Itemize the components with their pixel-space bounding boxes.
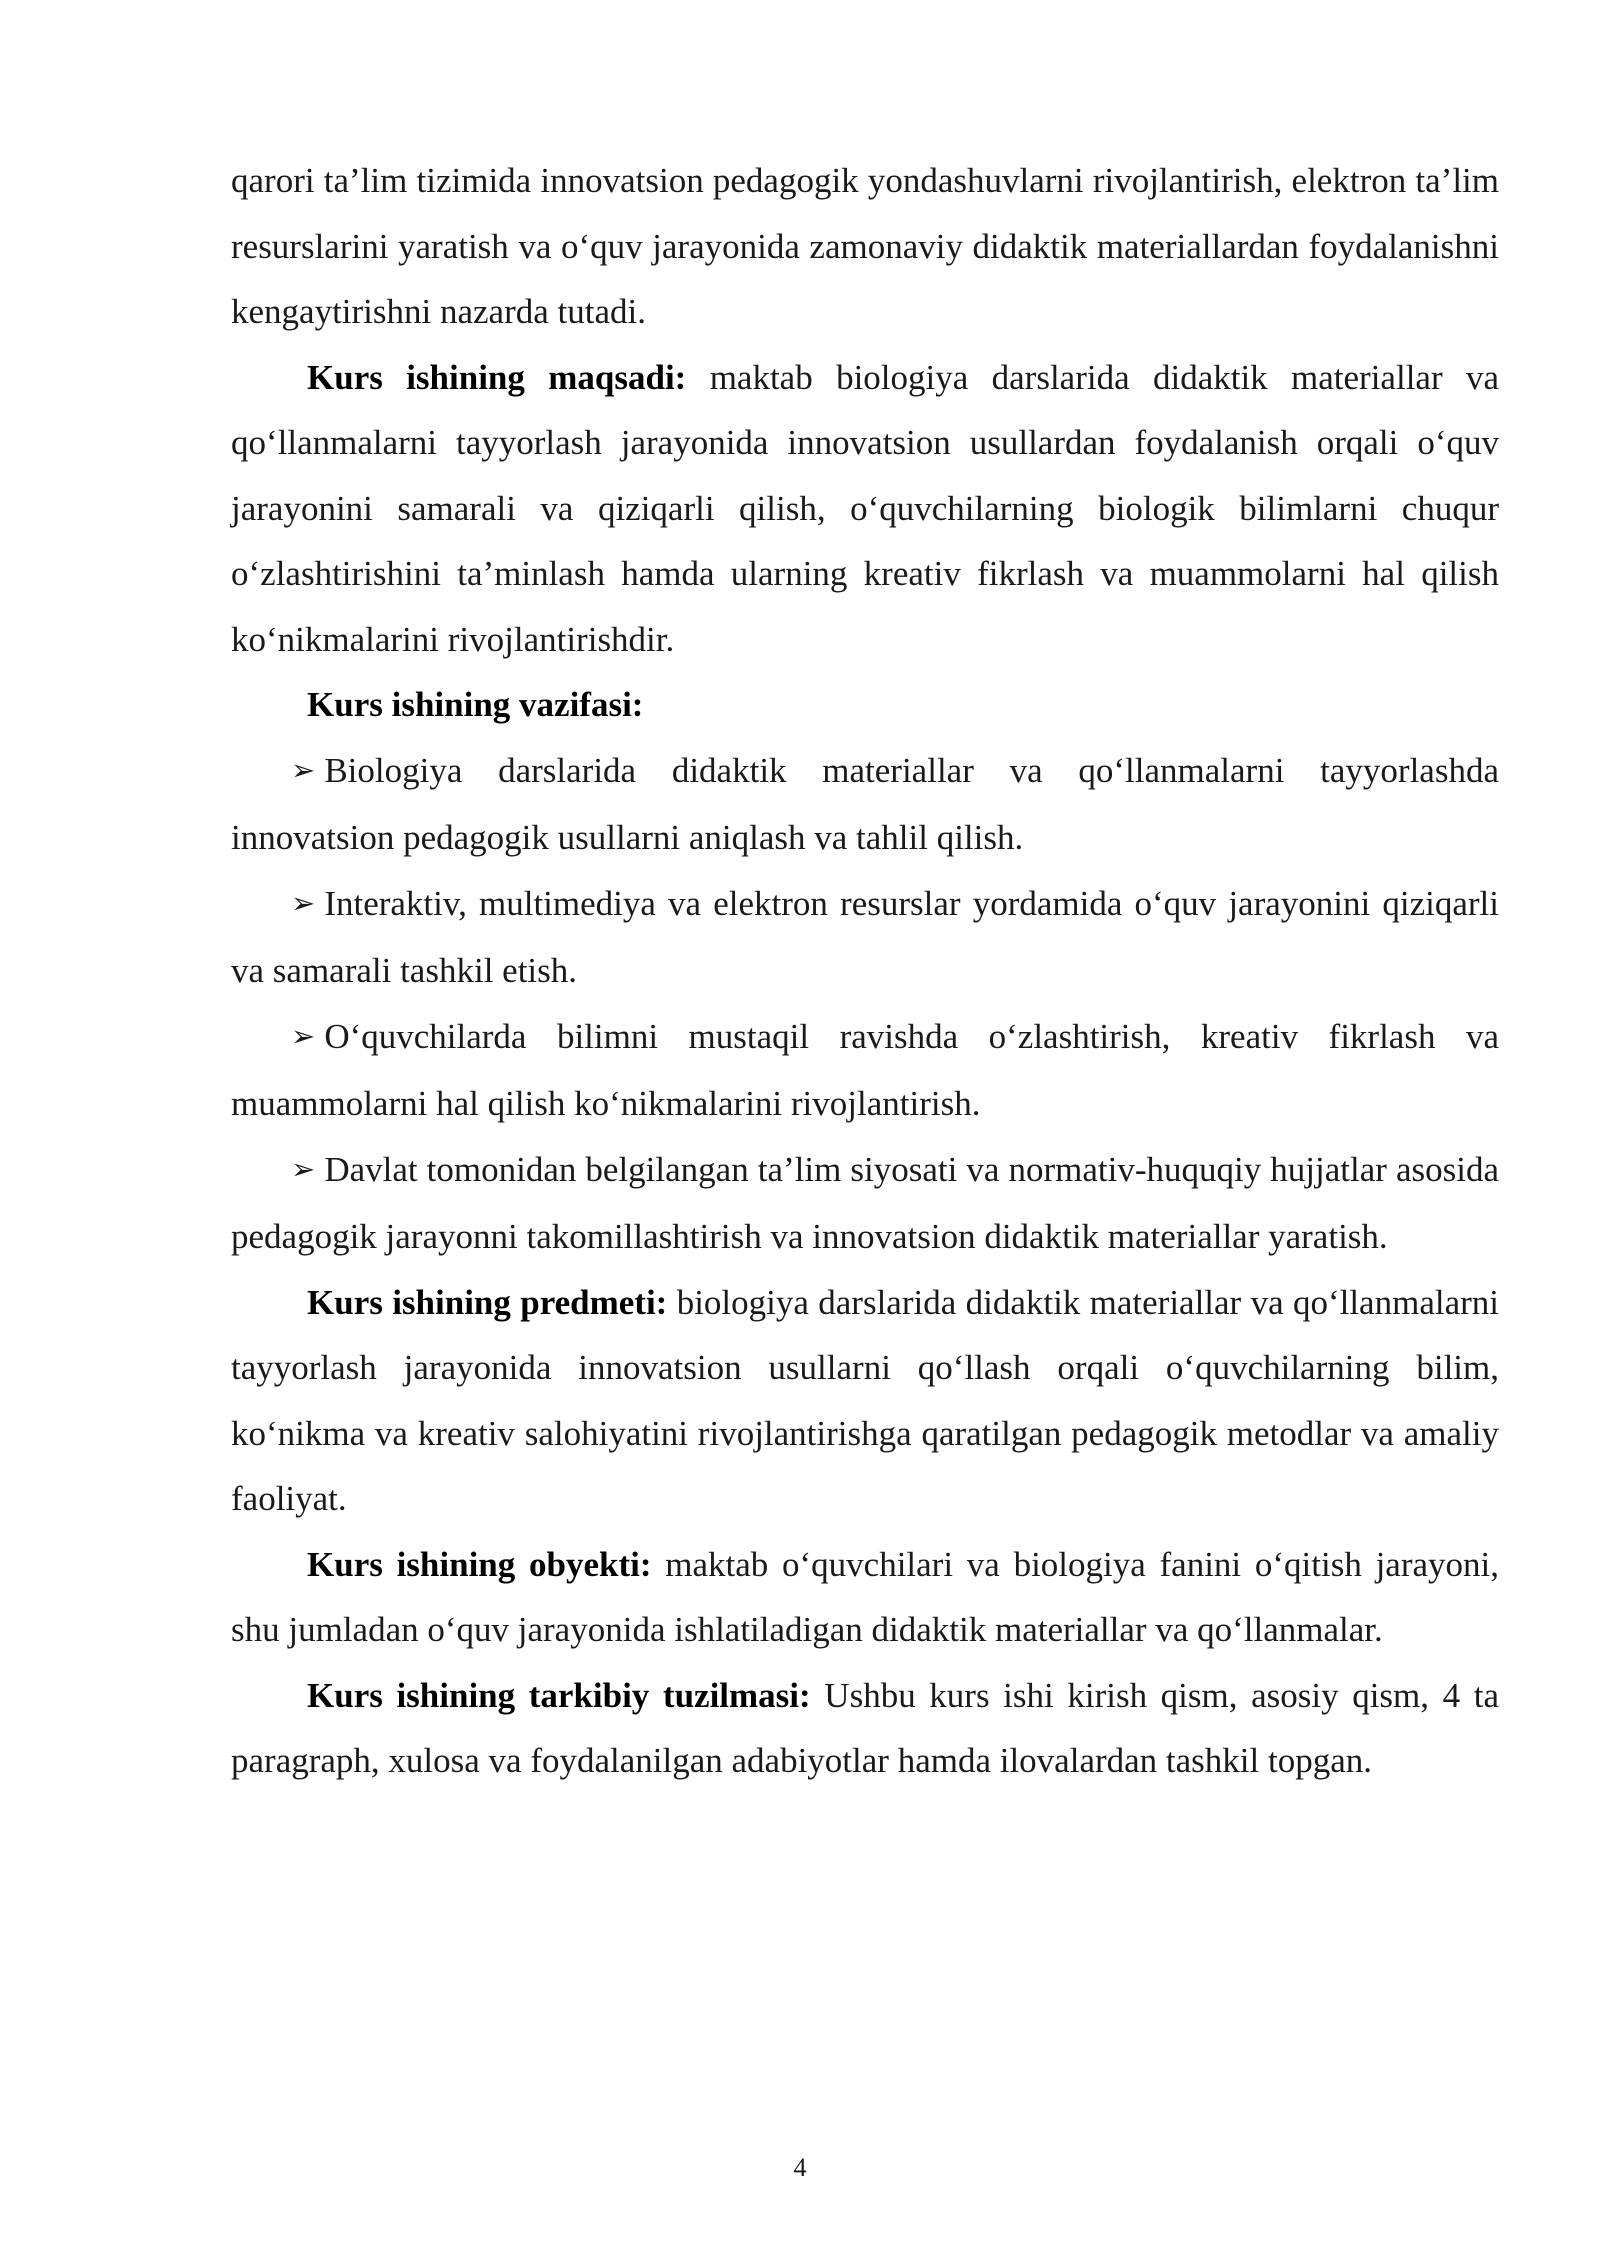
task-item <box>231 871 1499 1004</box>
structure-heading: Kurs ishining tarkibiy tuzilmasi: <box>307 1675 811 1715</box>
tasks-heading-paragraph <box>231 672 1499 738</box>
task-item-text: Davlat tomonidan belgilangan ta’lim siyosati va normativ-huquqiy hujjatlar asosida pedagogik jarayonni takomillashtirish va innovatsion didaktik materiallar yaratish. <box>231 1149 1499 1256</box>
subject-text: biologiya darslarida didaktik materiallar va qo‘llanmalarni tayyorlash jarayonida innovatsion usullarni qo‘llash orqali o‘quvchilarning bilim, ko‘nikma va kreativ salohiyatini rivojlantirishga qaratilgan pedagogik metodlar va amaliy faoliyat. <box>231 1282 1499 1518</box>
arrow-bullet-icon: ➢ <box>291 1151 316 1186</box>
object-text: maktab o‘quvchilari va biologiya fanini o‘qitish jarayoni, shu jumladan o‘quv jarayonida ishlatiladigan didaktik materiallar va qo‘llanmalar. <box>231 1544 1499 1649</box>
structure-text: Ushbu kurs ishi kirish qism, asosiy qism, 4 ta paragraph, xulosa va foydalanilgan adabiyotlar hamda ilovalardan tashkil topgan. <box>231 1675 1499 1780</box>
page-number: 4 <box>793 2153 807 2182</box>
goal-text: maktab biologiya darslarida didaktik materiallar va qo‘llanmalarni tayyorlash jarayonida innovatsion usullardan foydalanish orqali o‘quv jarayonini samarali va qiziqarli qilish, o‘quvchilarning biologik bilimlarni chuqur o‘zlashtirishini ta’minlash hamda ularning kreativ fikrlash va muammolarni hal qilish ko‘nikmalarini rivojlantirishdir. <box>231 357 1499 659</box>
object-heading: Kurs ishining obyekti: <box>307 1544 652 1584</box>
goal-paragraph <box>231 345 1499 673</box>
goal-heading: Kurs ishining maqsadi: <box>307 357 687 397</box>
arrow-bullet-icon: ➢ <box>291 1018 316 1053</box>
tasks-heading: Kurs ishining vazifasi: <box>307 685 644 724</box>
intro-paragraph <box>231 148 1499 345</box>
structure-paragraph <box>231 1663 1499 1794</box>
task-item <box>231 1137 1499 1270</box>
arrow-bullet-icon: ➢ <box>291 752 316 787</box>
task-item-text: O‘quvchilarda bilimni mustaqil ravishda o‘zlashtirish, kreativ fikrlash va muammolarni hal qilish ko‘nikmalarini rivojlantirish. <box>231 1016 1499 1123</box>
subject-paragraph <box>231 1270 1499 1532</box>
intro-text: qarori ta’lim tizimida innovatsion pedagogik yondashuvlarni rivojlantirish, elektron ta’lim resurslarini yaratish va o‘quv jarayonida zamonaviy didaktik materiallardan foydalanishni kengaytirishni nazarda tutadi. <box>231 161 1499 331</box>
subject-heading: Kurs ishining predmeti: <box>307 1282 668 1322</box>
task-item <box>231 738 1499 871</box>
arrow-bullet-icon: ➢ <box>291 885 316 920</box>
object-paragraph <box>231 1532 1499 1663</box>
task-item <box>231 1004 1499 1137</box>
page-body <box>231 148 1499 1794</box>
task-item-text: Biologiya darslarida didaktik materiallar va qo‘llanmalarni tayyorlashda innovatsion pedagogik usullarni aniqlash va tahlil qilish. <box>231 750 1499 857</box>
task-item-text: Interaktiv, multimediya va elektron resurslar yordamida o‘quv jarayonini qiziqarli va samarali tashkil etish. <box>231 883 1499 990</box>
